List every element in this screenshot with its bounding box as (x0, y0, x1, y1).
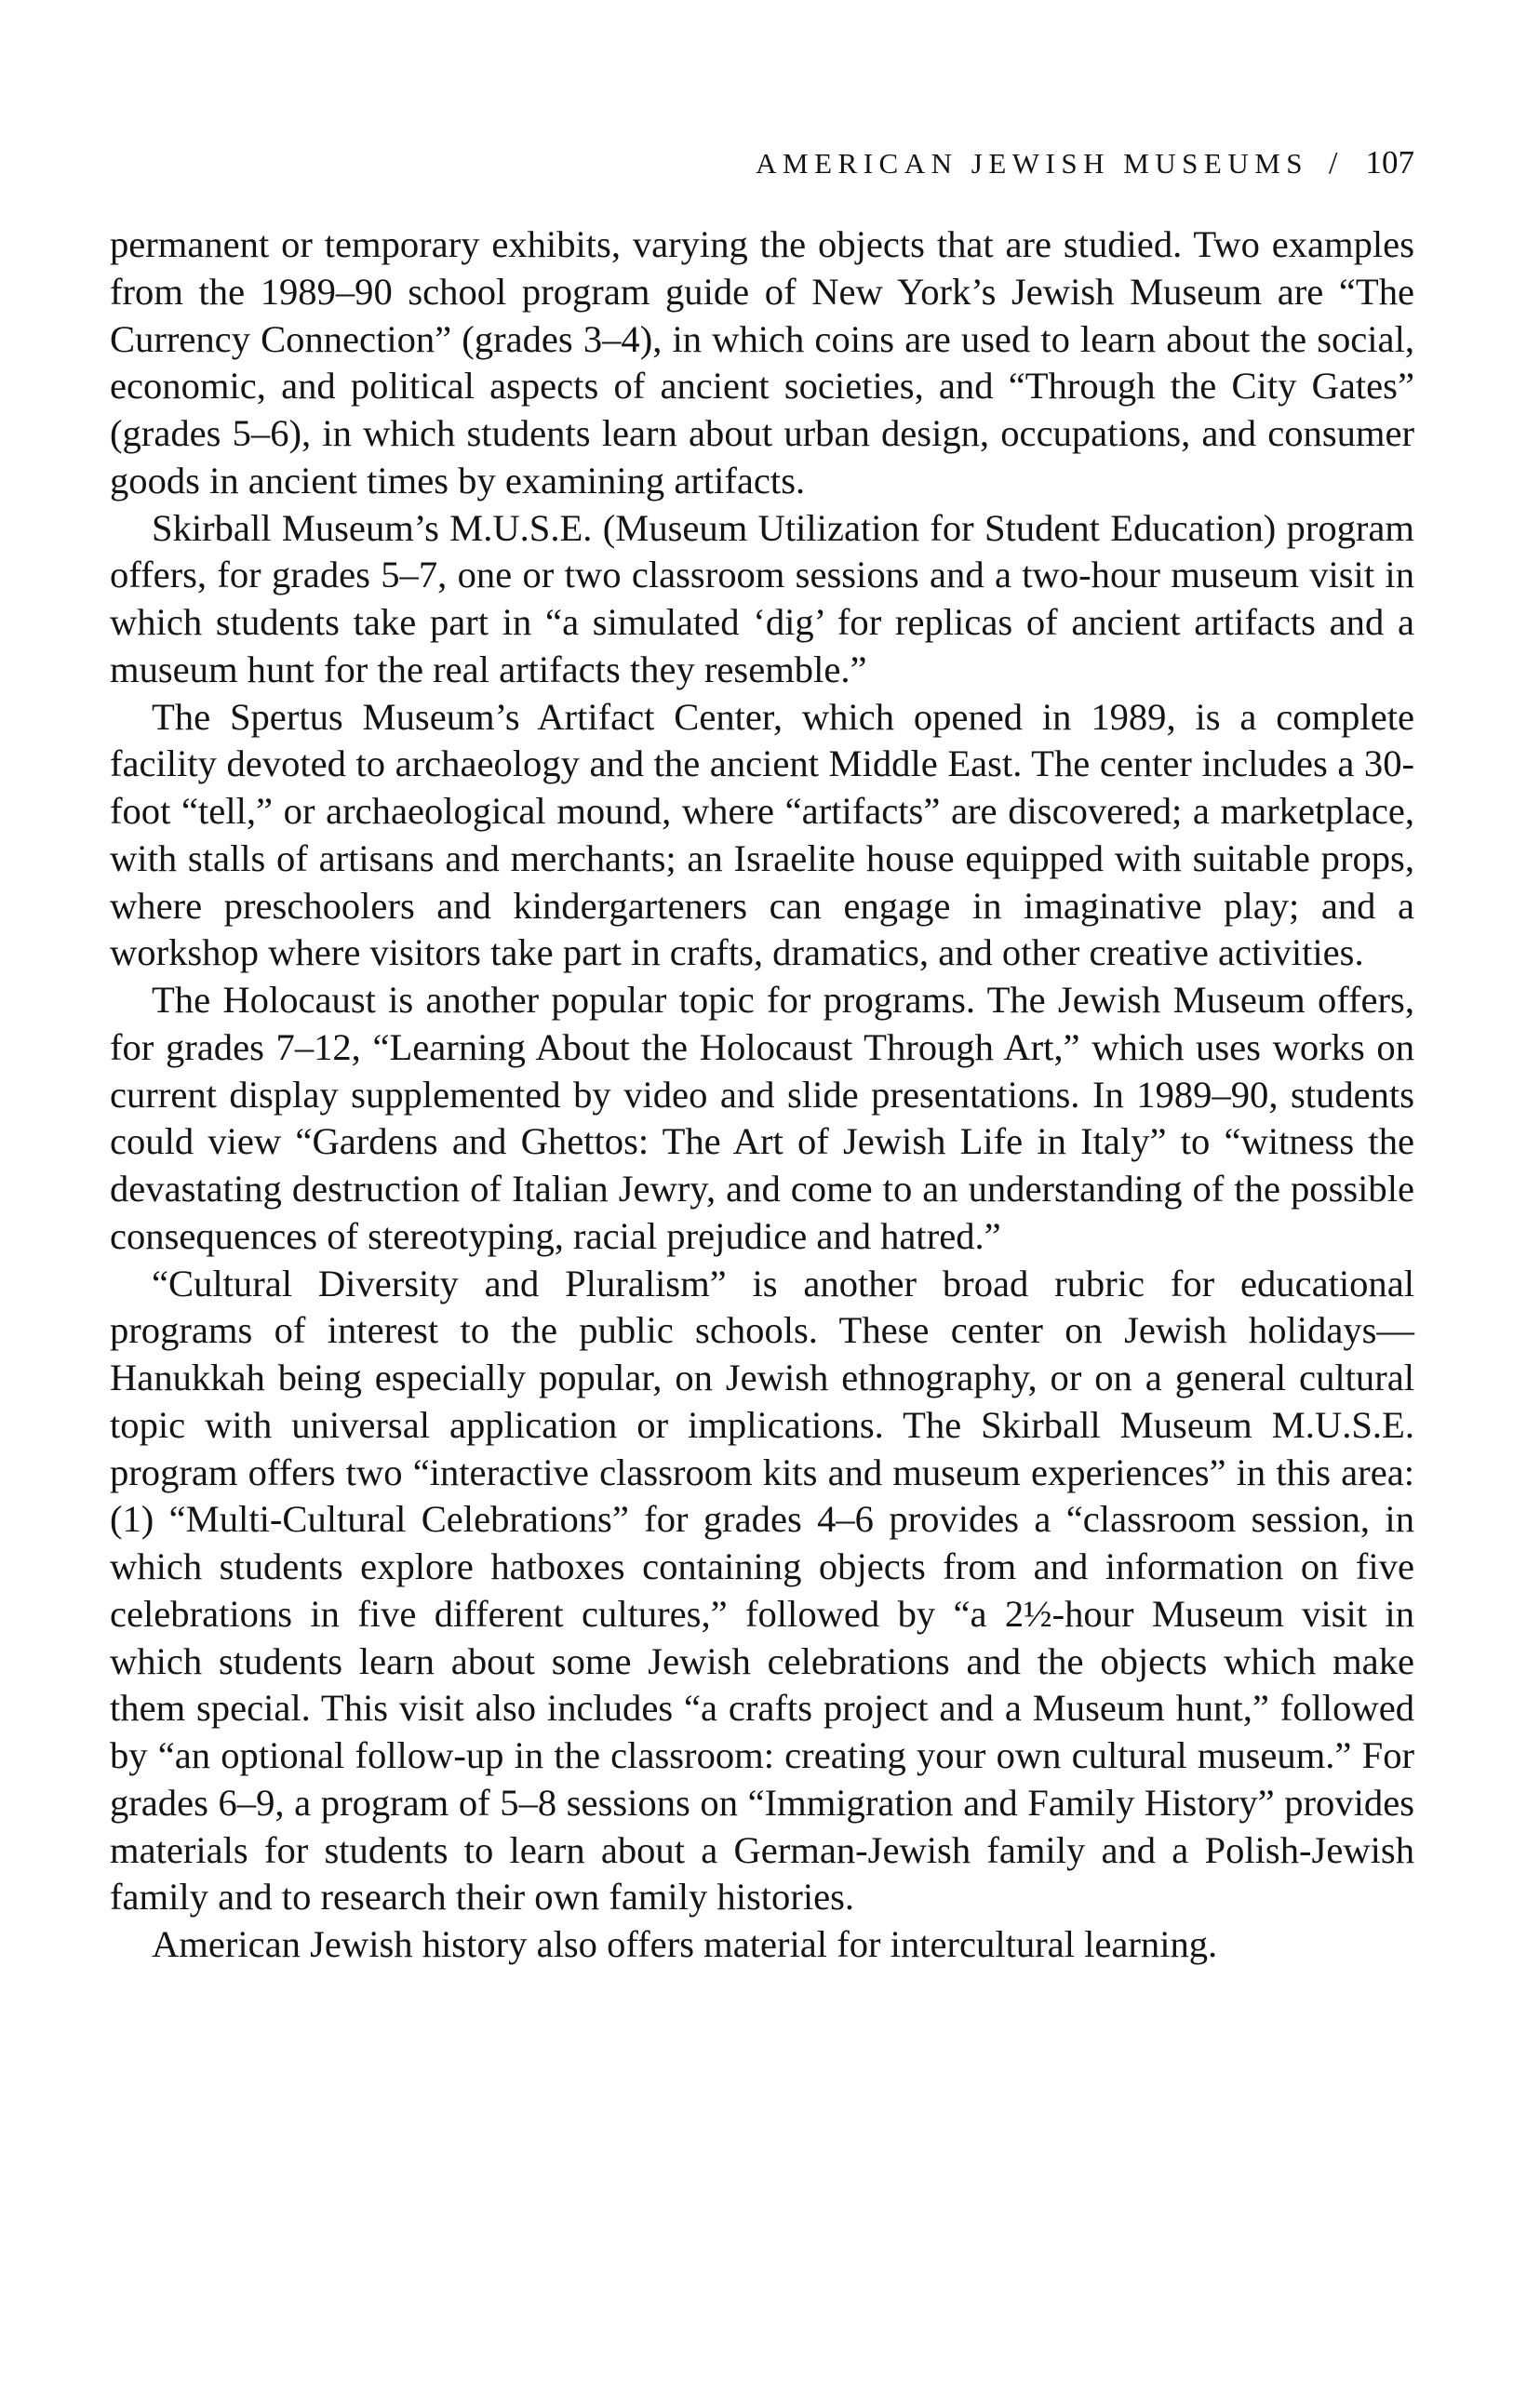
paragraph-cultural-diversity: “Cultural Diversity and Pluralism” is another broad rubric for educational programs of interest to the public schools. These center on Jewish holidays—Hanukkah being especially popular, on Jewish ethnography, or on a general cultural topic with universal application or implications. The Skirball Museum M.U.S.E. program offers two “interactive classroom kits and museum experiences” in this area: (1) “Multi-Cultural Celebrations” for grades 4–6 provides a “classroom session, in which students explore hatboxes containing objects from and information on five celebrations in five different cultures,” followed by “a 2½-hour Museum visit in which students learn about some Jewish celebrations and the objects which make them special. This visit also includes “a crafts project and a Museum hunt,” followed by “an optional follow-up in the classroom: creating your own cultural museum.” For grades 6–9, a program of 5–8 sessions on “Immigration and Family History” provides materials for students to learn about a German-Jewish family and a Polish-Jewish family and to research their own family histories. (110, 1262, 1414, 1919)
paragraph-skirball-muse: Skirball Museum’s M.U.S.E. (Museum Utilization for Student Education) program offers, for grades 5–7, one or two classroom sessions and a two-hour museum visit in which students take part in “a simulated ‘dig’ for replicas of ancient artifacts and a museum hunt for the real artifacts they resemble.” (110, 506, 1414, 690)
running-title: AMERICAN JEWISH MUSEUMS (756, 147, 1309, 180)
page-number: 107 (1365, 144, 1414, 181)
running-header (110, 140, 1414, 186)
paragraph-spertus-artifact-center: The Spertus Museum’s Artifact Center, which opened in 1989, is a complete facility devoted to archaeology and the ancient Middle East. The center includes a 30-foot “tell,” or archaeological mound, where “artifacts” are discovered; a marketplace, with stalls of artisans and merchants; an Israelite house equipped with suitable props, where preschoolers and kindergarteners can engage in imaginative play; and a workshop where visitors take part in crafts, dramatics, and other creative activities. (110, 695, 1414, 974)
paragraph-continued: permanent or temporary exhibits, varying the objects that are studied. Two examples from the 1989–90 school program guide of New York’s Jewish Museum are “The Currency Connection” (grades 3–4), in which coins are used to learn about the social, economic, and political aspects of ancient societies, and “Through the City Gates” (grades 5–6), in which students learn about urban design, occupations, and consumer goods in ancient times by examining artifacts. (110, 223, 1414, 502)
paragraph-american-jewish-history: American Jewish history also offers material for intercultural learning. (152, 1923, 1218, 1965)
running-separator: / (1329, 146, 1338, 181)
paragraph-holocaust-programs: The Holocaust is another popular topic for programs. The Jewish Museum offers, for grades 7–12, “Learning About the Holocaust Through Art,” which uses works on current display supplemented by video and slide presentations. In 1989–90, students could view “Gardens and Ghettos: The Art of Jewish Life in Italy” to “witness the devastating destruction of Italian Jewry, and come to an understanding of the possible consequences of stereotyping, racial prejudice and hatred.” (110, 979, 1414, 1257)
body-text (110, 221, 1414, 1969)
